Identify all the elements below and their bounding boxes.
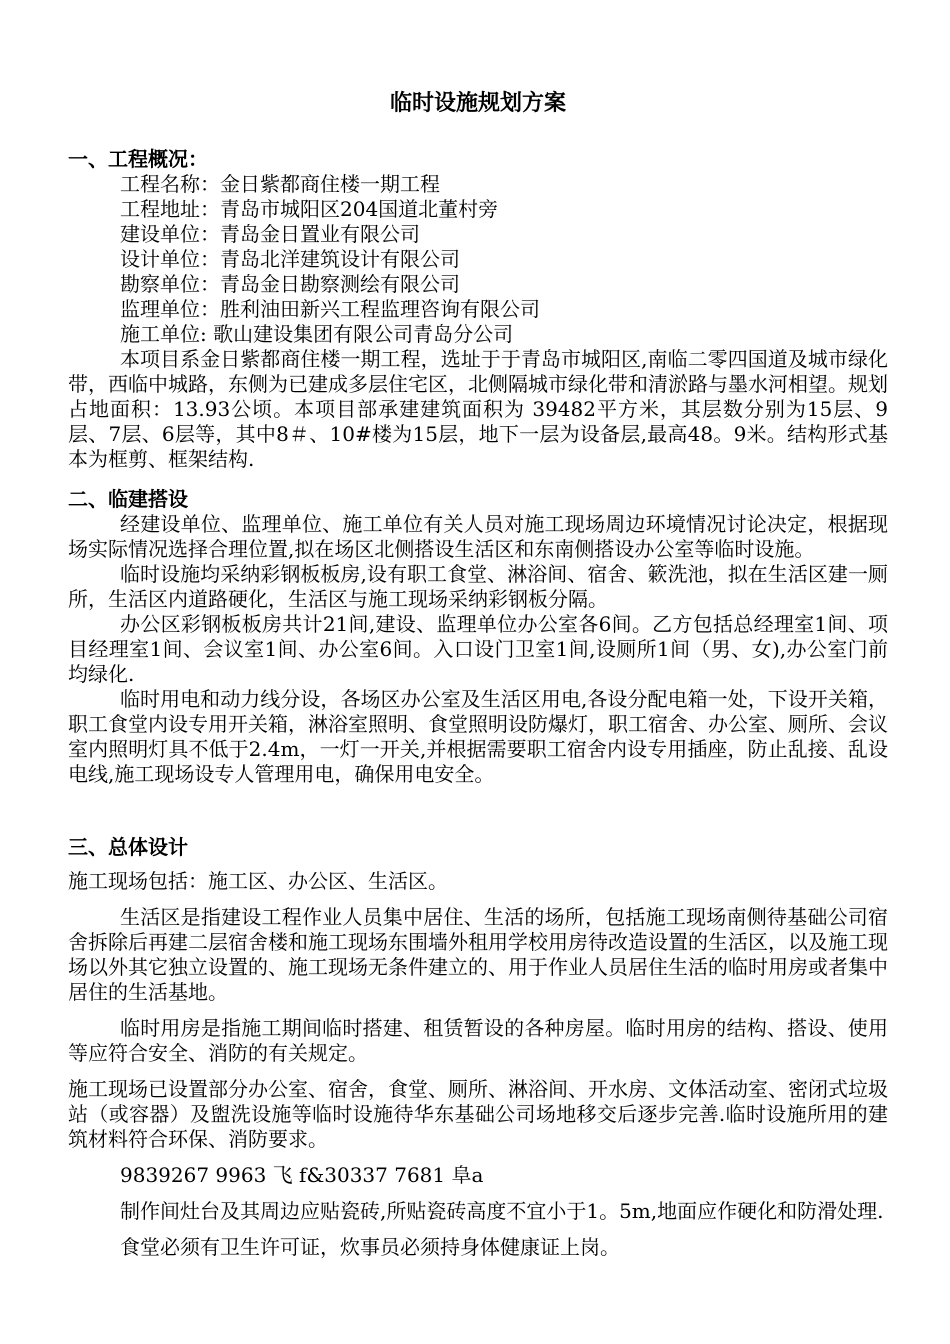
info-line: 工程地址：青岛市城阳区204国道北董村旁 [120, 197, 499, 221]
info-line: 建设单位：青岛金日置业有限公司 [120, 222, 420, 246]
section-project-overview [68, 146, 888, 472]
section-heading: 三、总体设计 [68, 835, 188, 859]
section-temporary-construction [68, 486, 888, 787]
info-line: 设计单位：青岛北洋建筑设计有限公司 [120, 247, 460, 271]
page-title: 临时设施规划方案 [389, 91, 566, 116]
info-line: 监理单位：胜利油田新兴工程监理咨询有限公司 [120, 297, 540, 321]
body-paragraph: 临时设施均采纳彩钢板板房,设有职工食堂、淋浴间、宿舍、簌洗池，拟在生活区建一厕所，生活区内道路硬化，生活区与施工现场采纳彩钢板分隔。 [68, 562, 888, 611]
info-line: 施工单位: 歌山建设集团有限公司青岛分公司 [120, 322, 514, 346]
body-paragraph: 施工现场已设置部分办公室、宿舍，食堂、厕所、淋浴间、开水房、文体活动室、密闭式垃圾站（或容器）及盥洗设施等临时设施待华东基础公司场地移交后逐步完善.临时设施所用的建筑材料符合环保、消防要求。 [68, 1077, 888, 1151]
section-heading: 一、工程概况： [68, 147, 208, 171]
section-overall-design [68, 834, 888, 1260]
body-paragraph: 生活区是指建设工程作业人员集中居住、生活的场所，包括施工现场南侧待基础公司宿舍拆除后再建二层宿舍楼和施工现场东围墙外租用学校用房待改造设置的生活区，以及施工现场以外其它独立设置的、施工现场无条件建立的、用于作业人员居住生活的临时用房或者集中居住的生活基地。 [68, 905, 888, 1004]
info-line: 工程名称：金日紫都商住楼一期工程 [120, 172, 440, 196]
body-paragraph: 办公区彩钢板板房共计21间,建设、监理单位办公室各6间。乙方包括总经理室1间、项目经理室1间、会议室1间、办公室6间。入口设门卫室1间,设厕所1间（男、女),办公室门前均绿化. [68, 612, 888, 686]
body-paragraph: 施工现场包括：施工区、办公区、生活区。 [68, 869, 448, 893]
body-paragraph: 临时用房是指施工期间临时搭建、租赁暂设的各种房屋。临时用房的结构、搭设、使用等应符合安全、消防的有关规定。 [68, 1016, 888, 1065]
body-paragraph: 本项目系金日紫都商住楼一期工程，选址于于青岛市城阳区,南临二零四国道及城市绿化带，西临中城路，东侧为已建成多层住宅区，北侧隔城市绿化带和清淤路与墨水河相望。规划占地面积：13.93公顷。本项目部承建建筑面积为 39482平方米，其层数分别为15层、9层、7层、6层等，其中8＃、10#楼为15层，地下一层为设备层,最高48。9米。结构形式基本为框剪、框架结构. [68, 347, 888, 471]
body-paragraph: 经建设单位、监理单位、施工单位有关人员对施工现场周边环境情况讨论决定，根据现场实际情况选择合理位置,拟在场区北侧搭设生活区和东南侧搭设办公室等临时设施。 [68, 512, 888, 561]
code-line: 9839267 9963 飞 f&30337 7681 阜a [120, 1163, 484, 1187]
body-paragraph: 制作间灶台及其周边应贴瓷砖,所贴瓷砖高度不宜小于1。5m,地面应作硬化和防滑处理. [120, 1199, 884, 1223]
body-paragraph: 食堂必须有卫生许可证，炊事员必须持身体健康证上岗。 [120, 1235, 620, 1259]
body-paragraph: 临时用电和动力线分设，各场区办公室及生活区用电,各设分配电箱一处，下设开关箱，职工食堂内设专用开关箱，淋浴室照明、食堂照明设防爆灯，职工宿舍、办公室、厕所、会议室内照明灯具不低于2.4m，一灯一开关,并根据需要职工宿舍内设专用插座，防止乱接、乱设电线,施工现场设专人管理用电，确保用电安全。 [68, 687, 888, 786]
info-line: 勘察单位：青岛金日勘察测绘有限公司 [120, 272, 460, 296]
section-heading: 二、临建搭设 [68, 487, 188, 511]
